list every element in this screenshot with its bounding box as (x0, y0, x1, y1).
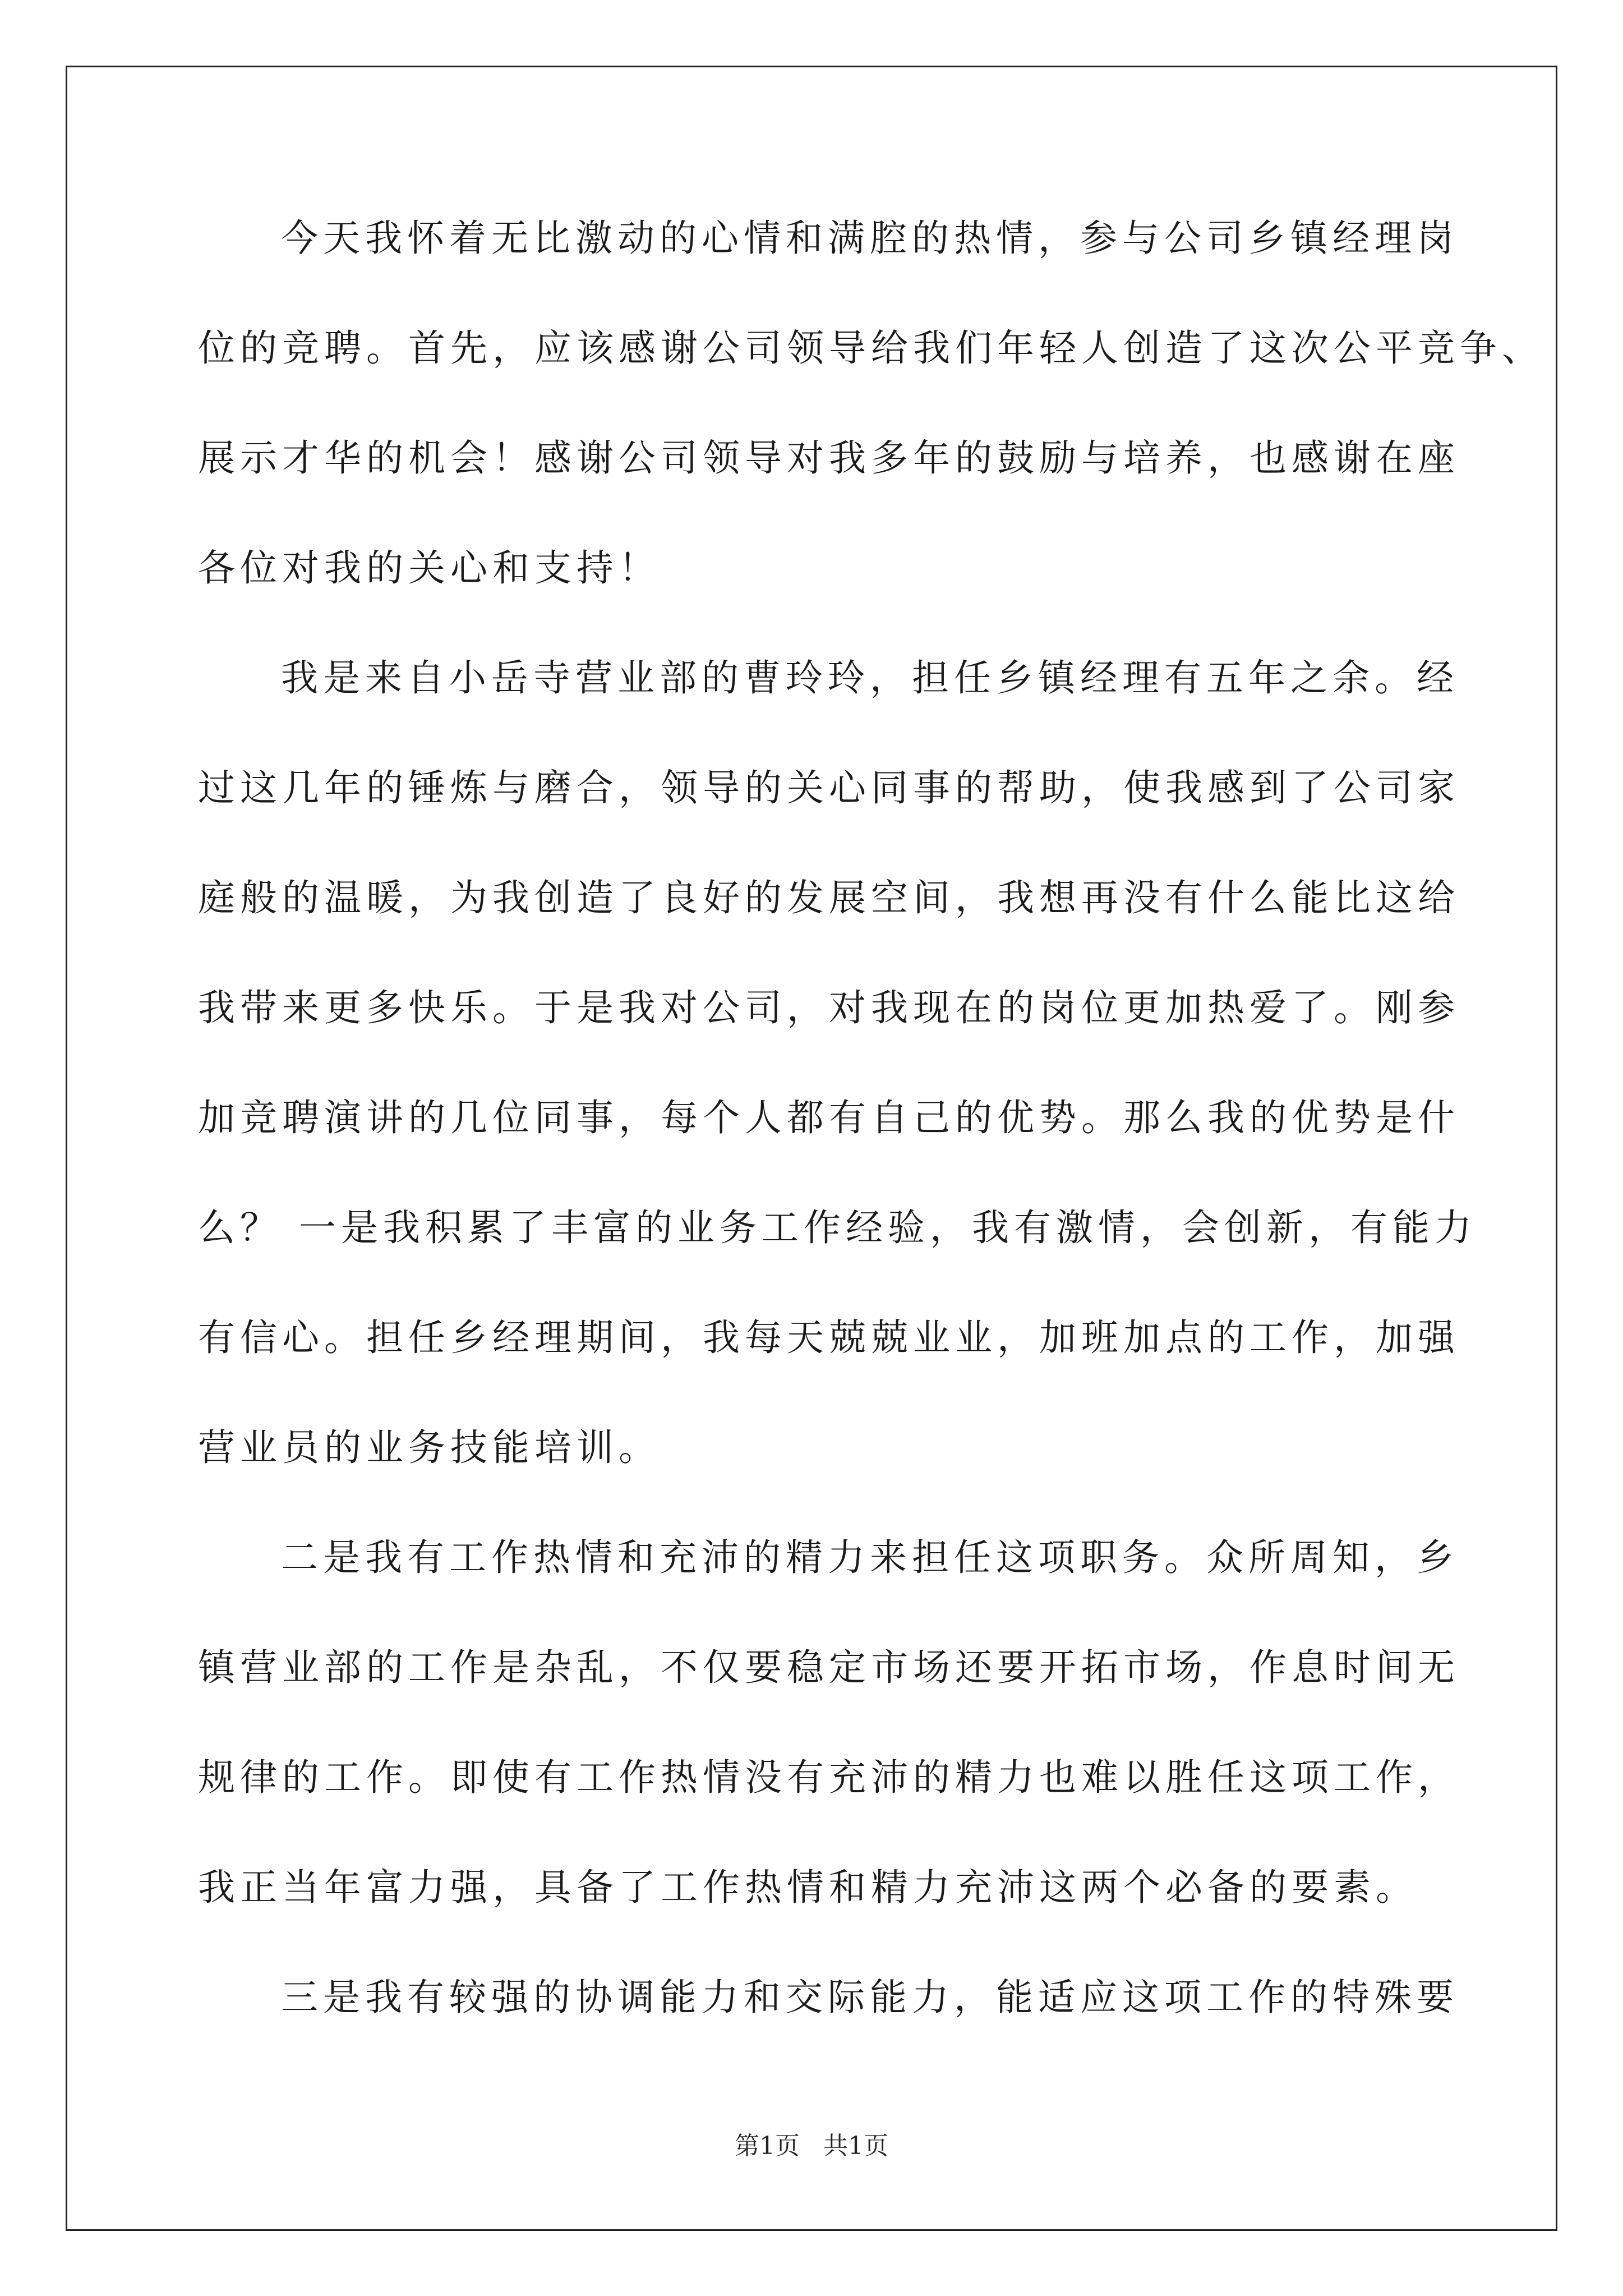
text-line: 今天我怀着无比激动的心情和满腔的热情，参与公司乡镇经理岗 (281, 217, 1459, 260)
text-line: 庭般的温暖，为我创造了良好的发展空间，我想再没有什么能比这给 (198, 876, 1460, 919)
page-footer (0, 2132, 1623, 2161)
text-line: 规律的工作。即使有工作热情没有充沛的精力也难以胜任这项工作， (198, 1756, 1460, 1799)
text-line: 有信心。担任乡经理期间，我每天兢兢业业，加班加点的工作，加强 (198, 1316, 1460, 1359)
text-line: 展示才华的机会！感谢公司领导对我多年的鼓励与培养，也感谢在座 (198, 436, 1460, 480)
text-line: 三是我有较强的协调能力和交际能力，能适应这项工作的特殊要 (281, 1976, 1459, 2019)
text-line: 镇营业部的工作是杂乱，不仅要稳定市场还要开拓市场，作息时间无 (198, 1646, 1460, 1689)
text-line: 各位对我的关心和支持！ (198, 546, 661, 590)
text-line: 二是我有工作热情和充沛的精力来担任这项职务。众所周知，乡 (281, 1536, 1459, 1579)
text-line: 加竞聘演讲的几位同事，每个人都有自己的优势。那么我的优势是什 (198, 1096, 1460, 1139)
page-number-label: 第1页 共1页 (735, 2132, 888, 2160)
text-line: 我是来自小岳寺营业部的曹玲玲，担任乡镇经理有五年之余。经 (281, 656, 1459, 700)
text-line: 营业员的业务技能培训。 (198, 1426, 661, 1469)
text-line: 过这几年的锤炼与磨合，领导的关心同事的帮助，使我感到了公司家 (198, 766, 1460, 809)
text-line: 我带来更多快乐。于是我对公司，对我现在的岗位更加热爱了。刚参 (198, 986, 1460, 1029)
text-line: 么？ 一是我积累了丰富的业务工作经验，我有激情，会创新，有能力 (198, 1206, 1477, 1249)
text-line: 我正当年富力强，具备了工作热情和精力充沛这两个必备的要素。 (198, 1866, 1418, 1909)
text-line: 位的竞聘。首先，应该感谢公司领导给我们年轻人创造了这次公平竞争、 (198, 326, 1544, 370)
